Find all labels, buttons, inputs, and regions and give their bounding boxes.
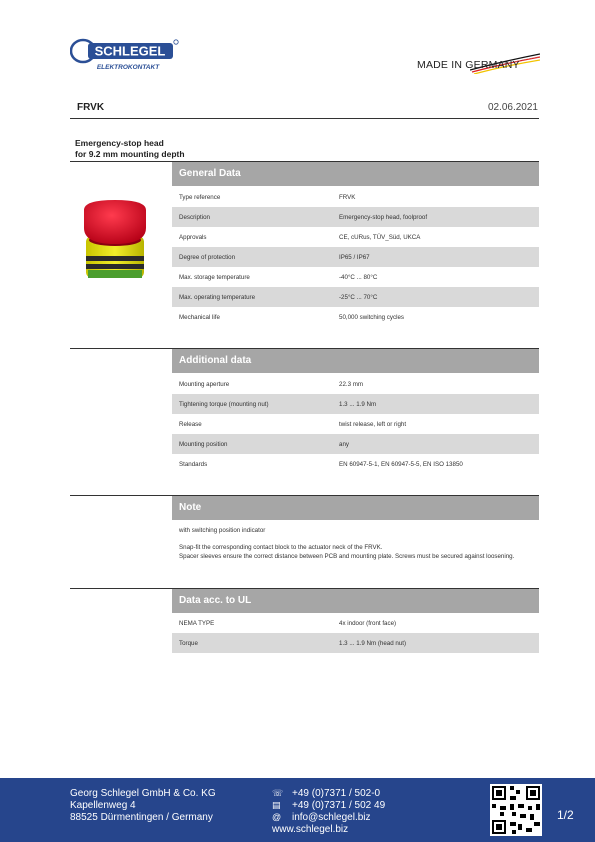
phone-number: +49 (0)7371 / 502-0 xyxy=(292,788,381,799)
table-row: Max. operating temperature -25°C ... 70°C xyxy=(172,287,539,307)
product-title xyxy=(75,138,185,160)
product-code: FRVK xyxy=(77,102,105,113)
ul-data-heading: Data acc. to UL xyxy=(172,589,539,613)
company-address xyxy=(70,788,216,824)
table-row: Mounting aperture 22.3 mm xyxy=(179,381,364,388)
table-row: Tightening torque (mounting nut) 1.3 ... 1.9 Nm xyxy=(172,394,539,414)
company-street: Kapellenweg 4 xyxy=(70,800,136,811)
page-number: 1/2 xyxy=(557,808,574,822)
email-icon: @ xyxy=(272,812,282,822)
table-row: Torque 1.3 ... 1.9 Nm (head nut) xyxy=(172,633,539,653)
table-row: Approvals CE, cURus, TÜV_Süd, UKCA xyxy=(179,234,421,241)
table-row: Degree of protection IP65 / IP67 xyxy=(172,247,539,267)
note-line: Spacer sleeves ensure the correct distance between PCB and mounting plate. Screws must be secured against loosening. xyxy=(179,553,515,560)
email-link[interactable]: info@schlegel.biz xyxy=(292,812,371,823)
table-row: Release twist release, left or right xyxy=(179,421,407,428)
qr-code-icon xyxy=(490,784,542,836)
footer xyxy=(0,778,595,842)
schlegel-logo xyxy=(70,38,180,72)
phone-icon: ☏ xyxy=(272,788,284,798)
table-row: Type reference FRVK xyxy=(179,194,356,201)
fax-number: +49 (0)7371 / 502 49 xyxy=(292,800,386,811)
title-line-1: Emergency-stop head xyxy=(75,138,164,148)
title-line-2: for 9.2 mm mounting depth xyxy=(75,149,185,159)
table-row: Mechanical life 50,000 switching cycles xyxy=(179,314,405,321)
document-date: 02.06.2021 xyxy=(487,102,538,113)
contact-info xyxy=(292,788,385,824)
logo-text: SCHLEGEL xyxy=(94,43,166,59)
note-line: with switching position indicator xyxy=(179,527,266,534)
table-row: NEMA TYPE 4x indoor (front face) xyxy=(179,620,397,627)
note-line: Snap-fit the corresponding contact block to the actuator neck of the FRVK. xyxy=(179,544,383,551)
general-data-heading: General Data xyxy=(172,162,539,186)
note-heading: Note xyxy=(172,496,539,520)
website-link[interactable]: www.schlegel.biz xyxy=(272,824,349,835)
table-row: Description Emergency-stop head, foolproof xyxy=(172,207,539,227)
table-row: Mounting position any xyxy=(172,434,539,454)
emergency-stop-head-image xyxy=(80,198,150,288)
made-in-label: MADE IN GERMANY xyxy=(417,59,520,71)
table-row: Max. storage temperature -40°C ... 80°C xyxy=(179,274,378,281)
logo-sub: ELEKTROKONTAKT xyxy=(96,64,160,71)
company-name: Georg Schlegel GmbH & Co. KG xyxy=(70,788,216,799)
company-city: 88525 Dürmentingen / Germany xyxy=(70,812,213,823)
additional-data-heading: Additional data xyxy=(172,349,539,373)
table-row: Standards EN 60947-5-1, EN 60947-5-5, EN ISO 13850 xyxy=(179,461,463,468)
header-rule xyxy=(70,118,539,119)
fax-icon: ▤ xyxy=(272,800,281,810)
